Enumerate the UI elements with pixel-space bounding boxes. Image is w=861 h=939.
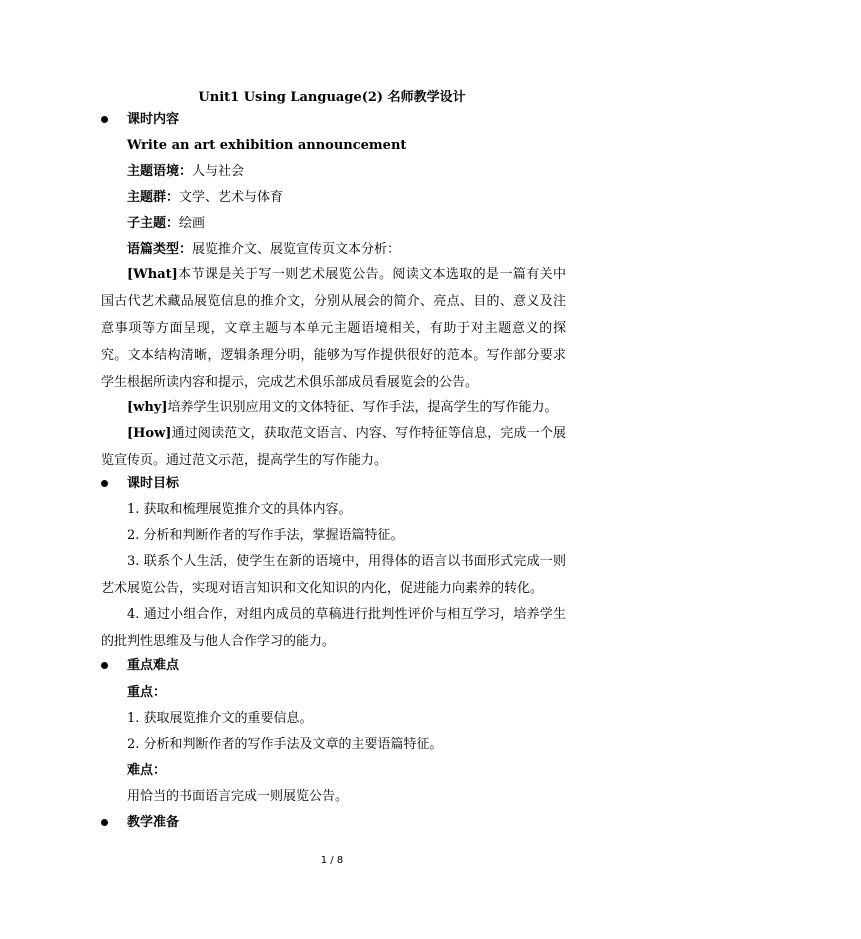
section-heading-goals: 课时目标 — [127, 476, 180, 491]
theme-context-label: 主题语境： — [127, 164, 193, 179]
why-text: 培养学生识别应用文的文体特征、写作手法，提高学生的写作能力。 — [167, 400, 558, 415]
goal-item: 1. 获取和梳理展览推介文的具体内容。 — [127, 502, 352, 517]
bullet-icon — [101, 662, 108, 669]
key-item: 2. 分析和判断作者的写作手法及文章的主要语篇特征。 — [127, 737, 443, 752]
theme-group-label: 主题群： — [127, 190, 180, 205]
how-tag: [How] — [127, 426, 172, 441]
text-type-value: 展览推介文、展览宣传页文本分析： — [192, 242, 401, 257]
how-paragraph — [101, 420, 566, 474]
text-type — [127, 241, 400, 259]
document-title: Unit1 Using Language(2) 名师教学设计 — [198, 90, 466, 105]
goal-item: 4. 通过小组合作，对组内成员的草稿进行批判性评价与相互学习，培养学生的批判性思维及与他人合作学习的能力。 — [101, 607, 566, 649]
theme-group-value: 文学、艺术与体育 — [179, 190, 284, 205]
bullet-icon — [101, 480, 108, 487]
section-heading-prep: 教学准备 — [127, 815, 180, 830]
bullet-icon — [101, 116, 108, 123]
difficult-label: 难点： — [127, 763, 167, 778]
text-type-label: 语篇类型： — [127, 242, 193, 257]
bullet-icon — [101, 819, 108, 826]
sub-theme-label: 子主题： — [127, 216, 180, 231]
sub-theme — [127, 215, 205, 233]
theme-context-value: 人与社会 — [192, 164, 245, 179]
section-heading-key-points: 重点难点 — [127, 658, 180, 673]
key-label: 重点： — [127, 685, 167, 700]
how-text: 通过阅读范文，获取范文语言、内容、写作特征等信息，完成一个展览宣传页。通过范文示范，提高学生的写作能力。 — [101, 426, 566, 468]
write-title: Write an art exhibition announcement — [127, 138, 407, 153]
why-tag: [why] — [127, 400, 168, 415]
goal-item: 3. 联系个人生活，使学生在新的语境中，用得体的语言以书面形式完成一则艺术展览公告，实现对语言知识和文化知识的内化，促进能力向素养的转化。 — [101, 554, 566, 596]
section-heading-content: 课时内容 — [127, 112, 180, 127]
why-paragraph — [101, 394, 566, 421]
sub-theme-value: 绘画 — [179, 216, 206, 231]
page-indicator: 1 / 8 — [320, 855, 344, 866]
theme-group — [127, 189, 283, 207]
goal-item-wrap — [101, 548, 566, 602]
theme-context — [127, 163, 244, 181]
what-tag: [What] — [127, 267, 178, 282]
goal-item-wrap — [101, 601, 566, 655]
what-text: 本节课是关于写一则艺术展览公告。阅读文本选取的是一篇有关中国古代艺术藏品展览信息的推介文，分别从展会的简介、亮点、目的、意义及注意事项等方面呈现，文章主题与本单元主题语境相关，有助于对主题意义的探究。文本结构清晰，逻辑条理分明，能够为写作提供很好的范本。写作部分要求学生根据所读内容和提示，完成艺术俱乐部成员看展览会的公告。 — [101, 267, 566, 390]
what-paragraph — [101, 261, 566, 396]
difficult-text: 用恰当的书面语言完成一则展览公告。 — [127, 789, 349, 804]
goal-item: 2. 分析和判断作者的写作手法，掌握语篇特征。 — [127, 528, 404, 543]
key-item: 1. 获取展览推介文的重要信息。 — [127, 711, 313, 726]
